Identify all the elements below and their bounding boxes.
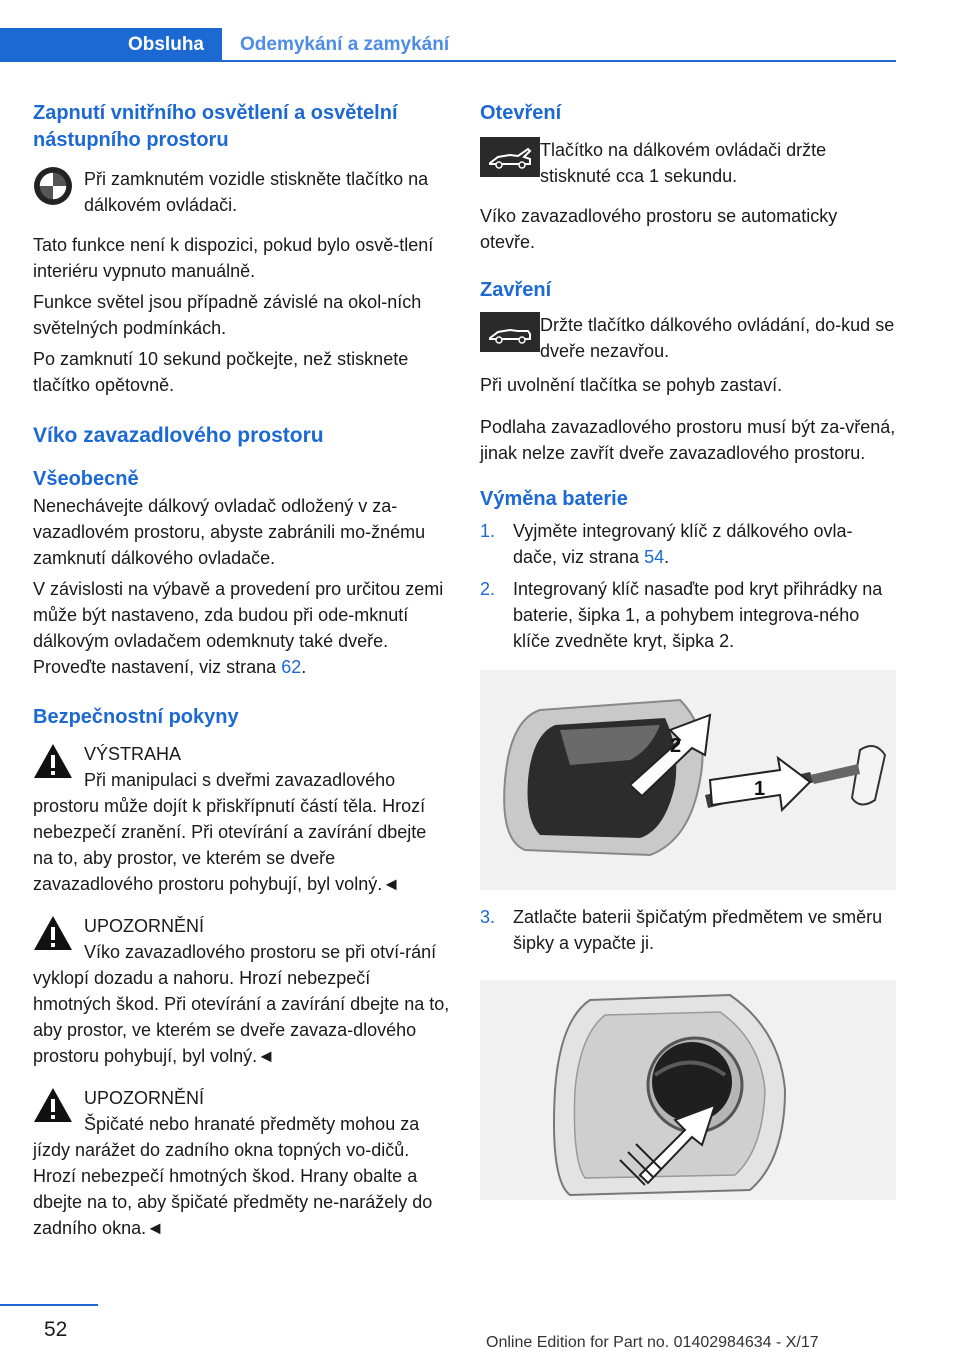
close-instruction-text: Držte tlačítko dálkového ovládání, do‐kud se dveře nezavřou. <box>540 315 895 361</box>
key-cover-illustration <box>480 670 896 890</box>
warning-triangle-icon <box>33 1087 73 1128</box>
paragraph: Tato funkce není k dispozici, pokud bylo osvě‐tlení interiéru vypnuto manuálně. <box>33 235 434 281</box>
close-title: Zavření <box>480 279 552 301</box>
list-number: 1. <box>480 521 496 541</box>
bmw-logo-icon <box>33 166 84 211</box>
arrow-2-label: 2 <box>670 735 682 757</box>
paragraph: Nenechávejte dálkový ovladač odložený v za‐vazadlovém prostoru, abyste zabránili mo‐žnému zamknutí dálkového ovladače. <box>33 496 426 568</box>
warning-text: Při manipulaci s dveřmi zavazadlového prostoru může dojít k přiskřípnutí částí těla. Hrozí nebezpečí zranění. Při otevírání a zavírání dbejte na to, aby prostor, ve kterém se dveře zavazadlového prostoru pohybují, byl volný.◄ <box>33 770 427 894</box>
paragraph-text: . <box>301 657 307 677</box>
paragraph: Při uvolnění tlačítka se pohyb zastaví. <box>480 375 783 395</box>
warning-block <box>33 741 451 897</box>
close-instruction <box>480 312 896 364</box>
paragraph-with-link <box>33 576 451 680</box>
page-link-54[interactable]: 54 <box>644 547 665 567</box>
list-text: Integrovaný klíč nasaďte pod kryt přihrádky na baterie, šipka 1, a pohybem integrova‐ného klíče zvedněte kryt, šipka 2. <box>513 579 883 651</box>
list-text: . <box>664 547 670 567</box>
lock-button-text: Při zamknutém vozidle stiskněte tlačítko na dálkovém ovládači. <box>84 169 429 215</box>
warning-triangle-icon <box>33 743 73 784</box>
battery-title: Výměna baterie <box>480 488 628 510</box>
header-rule <box>222 60 896 62</box>
notice-heading: UPOZORNĚNÍ <box>84 916 205 936</box>
interior-light-title: Zapnutí vnitřního osvětlení a osvětelní nástupního prostoru <box>33 102 398 151</box>
page-link-62[interactable]: 62 <box>281 657 302 677</box>
trunk-button-icon <box>480 312 540 357</box>
tailgate-title: Víko zavazadlového prostoru <box>33 424 324 447</box>
list-item <box>480 576 896 654</box>
warning-heading: VÝSTRAHA <box>84 744 182 764</box>
footer-rule <box>0 1304 98 1306</box>
open-title: Otevření <box>480 102 562 124</box>
list-number: 3. <box>480 907 496 927</box>
right-column <box>480 100 896 1200</box>
list-item <box>480 904 896 956</box>
header-tab-odemykani[interactable]: Odemykání a zamykání <box>240 34 450 55</box>
paragraph: Víko zavazadlového prostoru se automaticky otevře. <box>480 206 838 252</box>
paragraph: Funkce světel jsou případně závislé na okol‐ních světelných podmínkách. <box>33 292 422 338</box>
paragraph-text: V závislosti na výbavě a provedení pro určitou zemi může být nastaveno, zda budou při ode‐mknutí dálkovým ovladačem odemknuty také dveře. Proveďte nastavení, viz strana <box>33 579 444 677</box>
arrow-1-label: 1 <box>754 778 766 800</box>
list-item <box>480 518 896 570</box>
safety-title: Bezpečnostní pokyny <box>33 706 239 728</box>
notice-block <box>33 913 451 1069</box>
edition-footer: Online Edition for Part no. 01402984634 - X/17 <box>486 1334 819 1351</box>
list-text: Vyjměte integrovaný klíč z dálkového ovla‐dače, viz strana <box>513 521 853 567</box>
notice-heading: UPOZORNĚNÍ <box>84 1088 205 1108</box>
page-header <box>0 28 896 62</box>
open-instruction <box>480 137 896 189</box>
notice-text: Víko zavazadlového prostoru se při otví‐rání vyklopí dozadu a nahoru. Hrozí nebezpečí hmotných škod. Při otevírání a zavírání dbejte na to, aby prostor, ve kterém se dveře zavaza‐dlového prostoru pohybují, byl volný.◄ <box>33 942 450 1066</box>
general-title: Všeobecně <box>33 468 139 490</box>
page-number: 52 <box>44 1318 68 1341</box>
paragraph: Podlaha zavazadlového prostoru musí být za‐vřená, jinak nelze zavřít dveře zavazadlového prostoru. <box>480 417 896 463</box>
notice-text: Špičaté nebo hranaté předměty mohou za jízdy narážet do zadního okna topných vo‐dičů. Hrozí nebezpečí hmotných škod. Hrany obalte a dbejte na to, aby špičaté předměty ne‐narážely do zadního okna.◄ <box>33 1114 433 1238</box>
header-tab-obsluha[interactable]: Obsluha <box>0 28 222 62</box>
notice-block <box>33 1085 451 1241</box>
lock-button-instruction <box>33 166 451 218</box>
paragraph: Po zamknutí 10 sekund počkejte, než stisknete tlačítko opětovně. <box>33 349 409 395</box>
warning-triangle-icon <box>33 915 73 956</box>
battery-removal-illustration <box>480 980 896 1200</box>
trunk-button-icon <box>480 137 540 182</box>
open-instruction-text: Tlačítko na dálkovém ovládači držte stisknuté cca 1 sekundu. <box>540 140 827 186</box>
list-number: 2. <box>480 579 496 599</box>
list-text: Zatlačte baterii špičatým předmětem ve směru šipky a vypačte ji. <box>513 907 883 953</box>
left-column <box>33 100 451 1241</box>
